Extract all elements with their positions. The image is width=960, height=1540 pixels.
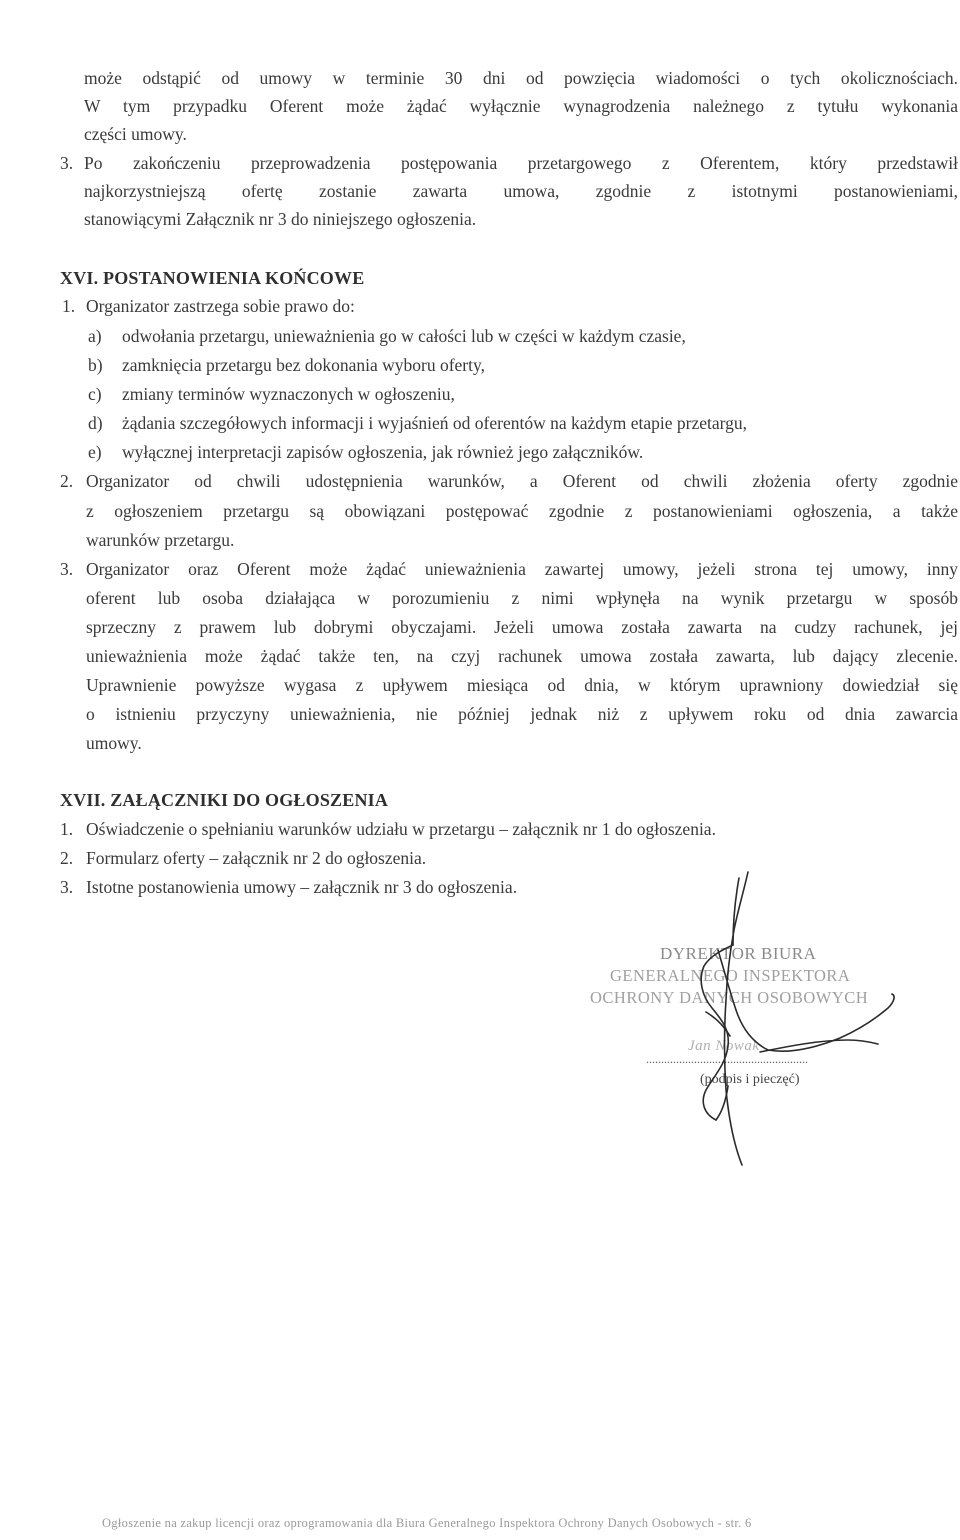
paragraph-line: umowy. (86, 733, 142, 753)
paragraph-line: sprzeczny z prawem lub dobrymi obyczajami. Jeżeli umowa została zawarta na cudzy rachunek, jej (86, 617, 958, 637)
paragraph-line: Po zakończeniu przeprowadzenia postępowania przetargowego z Oferentem, który przedstawił (84, 153, 958, 173)
signature-dotted-line: ...................................................... (646, 1052, 808, 1066)
paragraph-line: Organizator oraz Oferent może żądać unieważnienia zawartej umowy, jeżeli strona tej umowy, inny (86, 559, 958, 579)
list-number: 2. (60, 471, 74, 491)
attachment-item: Formularz oferty – załącznik nr 2 do ogłoszenia. (86, 848, 427, 868)
paragraph-line: z ogłoszeniem przetargu są obowiązani postępować zgodnie z postanowieniami ogłoszenia, a także (86, 501, 958, 521)
list-number: 3. (60, 153, 74, 173)
paragraph-line: oferent lub osoba działająca w porozumieniu z nimi wpłynęła na wynik przetargu w sposób (86, 588, 958, 608)
list-number: 3. (60, 877, 74, 897)
paragraph-line: części umowy. (84, 124, 187, 144)
stamp-line: OCHRONY DANYCH OSOBOWYCH (590, 988, 869, 1007)
sub-item: żądania szczegółowych informacji i wyjaśnień od oferentów na każdym etapie przetargu, (122, 413, 748, 433)
sub-letter: a) (88, 326, 102, 346)
list-item: Organizator zastrzega sobie prawo do: (86, 296, 355, 316)
list-number: 1. (60, 819, 74, 839)
paragraph-line: W tym przypadku Oferent może żądać wyłącznie wynagrodzenia należnego z tytułu wykonania (84, 96, 958, 116)
stamp-name: Jan Nowak (688, 1038, 760, 1054)
paragraph-line: warunków przetargu. (86, 530, 235, 550)
page-footer: Ogłoszenie na zakup licencji oraz oprogramowania dla Biura Generalnego Inspektora Ochrony Danych Osobowych - str. 6 (102, 1516, 752, 1530)
paragraph-line: o istnieniu przyczyny unieważnienia, nie później jednak niż z upływem roku od dnia zawarcia (86, 704, 958, 724)
paragraph-line: stanowiącymi Załącznik nr 3 do niniejszego ogłoszenia. (84, 209, 477, 229)
list-number: 3. (60, 559, 74, 579)
list-number: 1. (62, 296, 76, 316)
sub-item: zamknięcia przetargu bez dokonania wyboru oferty, (122, 355, 485, 375)
stamp-line: DYREKTOR BIURA (660, 944, 817, 963)
sub-letter: c) (88, 384, 102, 404)
sub-item: wyłącznej interpretacji zapisów ogłoszenia, jak również jego załączników. (122, 442, 644, 462)
attachment-item: Oświadczenie o spełnianiu warunków udziału w przetargu – załącznik nr 1 do ogłoszenia. (86, 819, 716, 839)
sub-item: zmiany terminów wyznaczonych w ogłoszeniu, (122, 384, 455, 404)
sub-item: odwołania przetargu, unieważnienia go w całości lub w części w każdym czasie, (122, 326, 686, 346)
stamp-line: GENERALNEGO INSPEKTORA (610, 966, 851, 985)
attachment-item: Istotne postanowienia umowy – załącznik nr 3 do ogłoszenia. (86, 877, 518, 897)
paragraph-line: Uprawnienie powyższe wygasa z upływem miesiąca od dnia, w którym uprawniony dowiedział się (86, 675, 958, 695)
list-number: 2. (60, 848, 74, 868)
sub-letter: b) (88, 355, 103, 375)
paragraph-line: unieważnienia może żądać także ten, na czyj rachunek umowa została zawarta, lub dający zlecenie. (86, 646, 958, 666)
signature-caption: (podpis i pieczęć) (700, 1072, 800, 1087)
paragraph-line: może odstąpić od umowy w terminie 30 dni od powzięcia wiadomości o tych okolicznościach. (84, 68, 958, 88)
paragraph-line: Organizator od chwili udostępnienia warunków, a Oferent od chwili złożenia oferty zgodnie (86, 471, 958, 491)
sub-letter: d) (88, 413, 103, 433)
paragraph-line: najkorzystniejszą ofertę zostanie zawarta umowa, zgodnie z istotnymi postanowieniami, (84, 181, 958, 201)
section-heading: XVI. POSTANOWIENIA KOŃCOWE (60, 268, 365, 288)
sub-letter: e) (88, 442, 102, 462)
section-heading: XVII. ZAŁĄCZNIKI DO OGŁOSZENIA (60, 790, 389, 810)
